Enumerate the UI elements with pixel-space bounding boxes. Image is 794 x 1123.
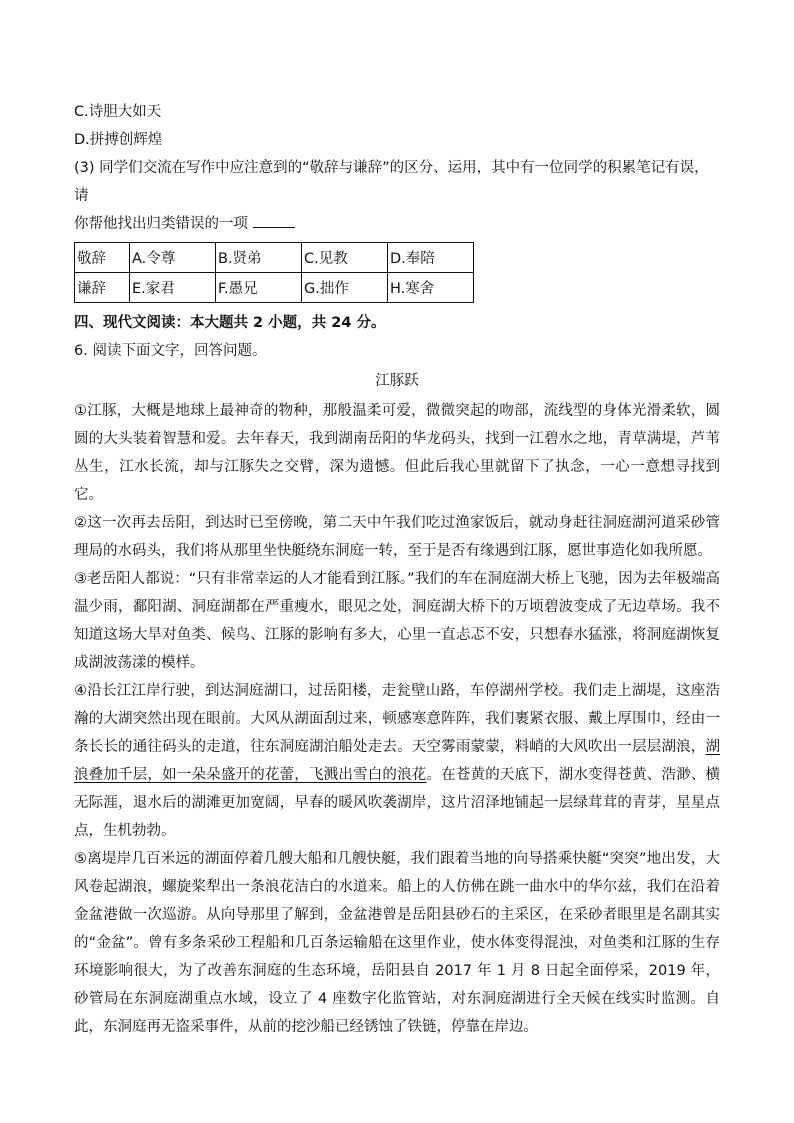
- article-paragraph-4-a: ④沿长江江岸行驶，到达洞庭湖口，过岳阳楼，走瓮壁山路，车停湖州学校。我们走上湖堤，这座浩瀚的大湖突然出现在眼前。大风从湖面刮过来，顿感寒意阵阵，我们裹紧衣服、戴上厚围巾，经由一条长长的通往码头的走道，往东洞庭湖泊船处走去。天空雾雨蒙蒙，料峭的大风吹出一层层湖浪，: [74, 683, 720, 755]
- underlined-sentence: 湖浪叠加千层，如一朵朵盛开的花蕾，飞溅出雪白的浪花: [74, 739, 720, 783]
- question-3-line1: (3) 同学们交流在写作中应注意到的“敬辞与谦辞”的区分、运用，其中有一位同学的积累笔记有误，请: [74, 160, 709, 204]
- table-row-header: 谦辞: [75, 273, 130, 303]
- table-cell: G.拙作: [302, 273, 388, 303]
- question-3-line2: [74, 210, 720, 238]
- article-paragraph-4: [74, 677, 720, 845]
- section-4-label: 四、现代文阅读：: [74, 315, 190, 331]
- table-row: [75, 243, 474, 273]
- table-cell: A.令尊: [130, 243, 216, 273]
- article-paragraph-1: ①江豚，大概是地球上最神奇的物种，那般温柔可爱，微微突起的吻部，流线型的身体光滑柔软，圆圆的大头装着智慧和爱。去年春天，我到湖南岳阳的华龙码头，找到一江碧水之地，青草满堤，芦苇丛生，江水长流，却与江豚失之交臂，深为遗憾。但此后我心里就留下了执念，一心一意想寻找到它。: [74, 403, 720, 503]
- table-row: [75, 273, 474, 303]
- option-c: C.诗胆大如天: [74, 104, 162, 120]
- table-cell: E.家君: [130, 273, 216, 303]
- article-paragraph-5: ⑤离堤岸几百米远的湖面停着几艘大船和几艘快艇，我们跟着当地的向导搭乘快艇“突突”地出发，大风卷起湖浪，螺旋桨犁出一条浪花洁白的水道来。船上的人仿佛在跳一曲水中的华尔兹，我们在沿着金盆港做一次巡游。从向导那里了解到，金盆港曾是岳阳县砂石的主采区，在采砂者眼里是名副其实的“金盆”。曾有多条采砂工程船和几百条运输船在这里作业，使水体变得混浊，对鱼类和江豚的生存环境影响很大，为了改善东洞庭的生态环境，岳阳县自 2017 年 1 月 8 日起全面停采，2019 年，砂管局在东洞庭湖重点水域，设立了 4 座数字化监管站，对东洞庭湖进行全天候在线实时监测。自此，东洞庭再无盗采事件，从前的挖沙船已经锈蚀了铁链，停靠在岸边。: [74, 851, 720, 1035]
- table-cell: B.贤弟: [216, 243, 302, 273]
- table-cell: H.寒舍: [388, 273, 474, 303]
- article-paragraph-3: ③老岳阳人都说：“只有非常幸运的人才能看到江豚。”我们的车在洞庭湖大桥上飞驰，因为去年极端高温少雨，鄱阳湖、洞庭湖都在严重瘦水，眼见之处，洞庭湖大桥下的万顷碧波变成了无边草场。我不知道这场大旱对鱼类、候鸟、江豚的影响有多大，心里一直忐忑不安，只想春水猛涨，将洞庭湖恢复成湖波荡漾的模样。: [74, 571, 720, 671]
- question-3-line2-text: 你帮他找出归类错误的一项: [74, 216, 248, 232]
- table-cell: C.见教: [302, 243, 388, 273]
- answer-blank[interactable]: [253, 213, 295, 228]
- article-paragraph-4-b: 。在苍黄的天底下，湖水变得苍黄、浩渺、横无际涯，退水后的湖滩更加宽阔，早春的暖风吹袭湖岸，这片沼泽地铺起一层绿茸茸的青芽，星星点点，生机勃勃。: [74, 767, 721, 839]
- option-d: D.拼搏创辉煌: [74, 132, 163, 148]
- article-title: 江豚跃: [375, 373, 419, 389]
- table-cell: D.奉陪: [388, 243, 474, 273]
- article-paragraph-2: ②这一次再去岳阳，到达时已至傍晚，第二天中午我们吃过渔家饭后，就动身赶往洞庭湖河道采砂管理局的水码头，我们将从那里坐快艇绕东洞庭一转，至于是否有缘遇到江豚，愿世事造化如我所愿。: [74, 515, 720, 559]
- section-4-heading: [74, 309, 720, 337]
- table-row-header: 敬辞: [75, 243, 130, 273]
- section-4-detail: 本大题共 2 小题，共 24 分。: [190, 315, 386, 331]
- table-cell: F.愚兄: [216, 273, 302, 303]
- exam-page: [74, 98, 720, 1041]
- question-6: 6. 阅读下面文字，回答问题。: [74, 343, 267, 359]
- honorific-table: [74, 242, 474, 303]
